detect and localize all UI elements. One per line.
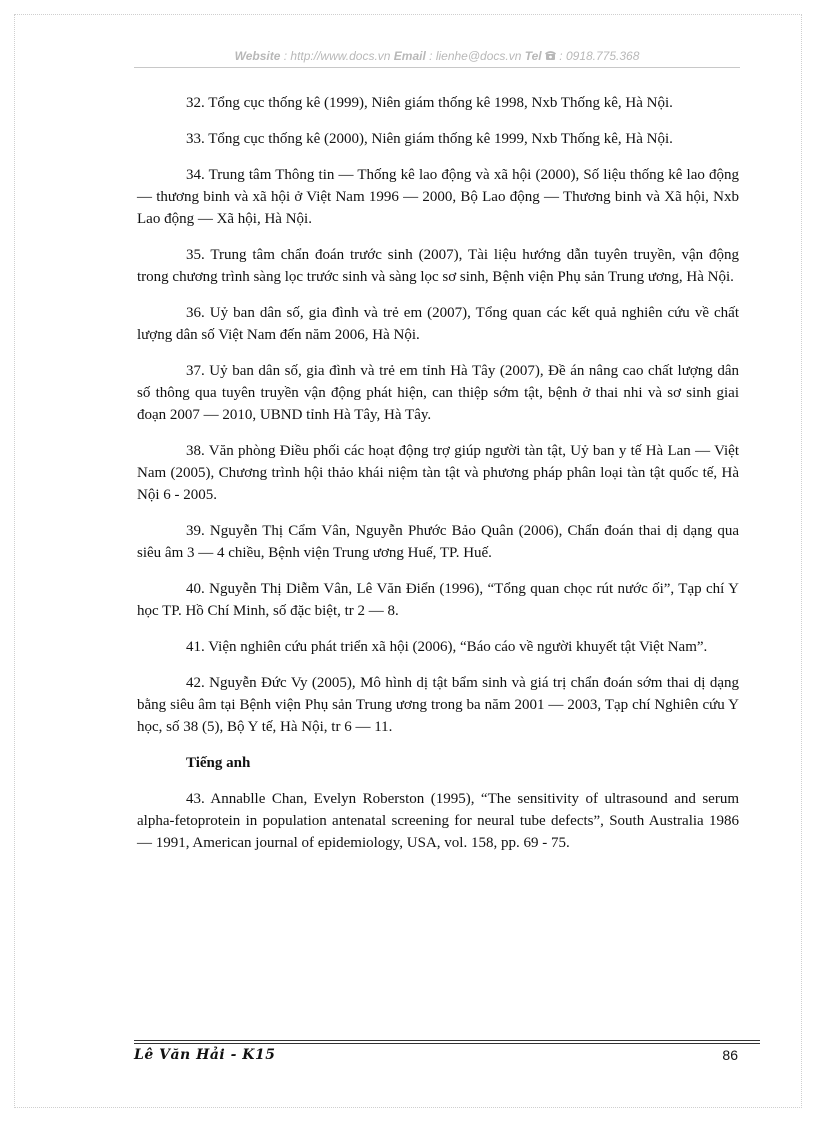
- footer-rule-top: [134, 1040, 760, 1041]
- reference-34: 34. Trung tâm Thông tin — Thống kê lao động và xã hội (2000), Số liệu thống kê lao động — thương binh và xã hội ở Việt Nam 1996 — 2000, Bộ Lao động — Thương binh và Xã hội, Nxb Lao động — Xã hội, Hà Nội.: [137, 167, 739, 227]
- reference-32: 32. Tổng cục thống kê (1999), Niên giám thống kê 1998, Nxb Thống kê, Hà Nội.: [186, 95, 673, 111]
- phone-icon: [545, 49, 556, 65]
- reference-39: 39. Nguyễn Thị Cẩm Vân, Nguyễn Phước Bảo Quân (2006), Chẩn đoán thai dị dạng qua siêu âm 3 — 4 chiều, Bệnh viện Trung ương Huế, TP. Huế.: [137, 523, 739, 561]
- email-label: Email: [393, 49, 426, 63]
- reference-41: 41. Viện nghiên cứu phát triển xã hội (2006), “Báo cáo về người khuyết tật Việt Nam”.: [186, 639, 708, 655]
- reference-38: 38. Văn phòng Điều phối các hoạt động trợ giúp người tàn tật, Uỷ ban y tế Hà Lan — Việt Nam (2005), Chương trình hội thảo khái niệm tàn tật và phương pháp phân loại tàn tật quốc tế, Hà Nội 6 - 2005.: [137, 443, 739, 503]
- tel-value: : 0918.775.368: [555, 49, 640, 63]
- page-number: 86: [722, 1047, 738, 1063]
- document-body: [137, 92, 739, 868]
- website-label: Website: [234, 49, 281, 63]
- reference-42: 42. Nguyễn Đức Vy (2005), Mô hình dị tật bẩm sinh và giá trị chẩn đoán sớm thai dị dạng bằng siêu âm tại Bệnh viện Phụ sản Trung ương trong ba năm 2001 — 2003, Tạp chí Nghiên cứu Y học, số 38 (5), Bộ Y tế, Hà Nội, tr 6 — 11.: [137, 675, 739, 735]
- section-heading-english: Tiếng anh: [186, 755, 251, 771]
- footer-rule-bottom: [134, 1043, 760, 1044]
- tel-label: Tel: [524, 49, 542, 63]
- reference-43: 43. Annablle Chan, Evelyn Roberston (1995), “The sensitivity of ultrasound and serum alpha-fetoprotein in population antenatal screening for neural tube defects”, South Australia 1986 — 1991, American journal of epidemiology, USA, vol. 158, pp. 69 - 75.: [137, 791, 739, 851]
- page-header: [134, 48, 740, 65]
- reference-36: 36. Uỷ ban dân số, gia đình và trẻ em (2007), Tổng quan các kết quả nghiên cứu về chất lượng dân số Việt Nam đến năm 2006, Hà Nội.: [137, 305, 739, 343]
- email-value: : lienhe@docs.vn: [425, 49, 525, 63]
- footer-author: Lê Văn Hải - K15: [134, 1047, 276, 1063]
- website-value: : http://www.docs.vn: [280, 49, 394, 63]
- reference-37: 37. Uỷ ban dân số, gia đình và trẻ em tỉnh Hà Tây (2007), Đề án nâng cao chất lượng dân số thông qua tuyên truyền vận động phát hiện, can thiệp sớm tật, bệnh ở thai nhi và sơ sinh giai đoạn 2007 — 2010, UBND tỉnh Hà Tây, Hà Tây.: [137, 363, 739, 423]
- header-rule: [134, 67, 740, 68]
- reference-33: 33. Tổng cục thống kê (2000), Niên giám thống kê 1999, Nxb Thống kê, Hà Nội.: [186, 131, 673, 147]
- reference-35: 35. Trung tâm chẩn đoán trước sinh (2007), Tài liệu hướng dẫn tuyên truyền, vận động trong chương trình sàng lọc trước sinh và sàng lọc sơ sinh, Bệnh viện Phụ sản Trung ương, Hà Nội.: [137, 247, 739, 285]
- reference-40: 40. Nguyễn Thị Diễm Vân, Lê Văn Điển (1996), “Tổng quan chọc rút nước ối”, Tạp chí Y học TP. Hồ Chí Minh, số đặc biệt, tr 2 — 8.: [137, 581, 739, 619]
